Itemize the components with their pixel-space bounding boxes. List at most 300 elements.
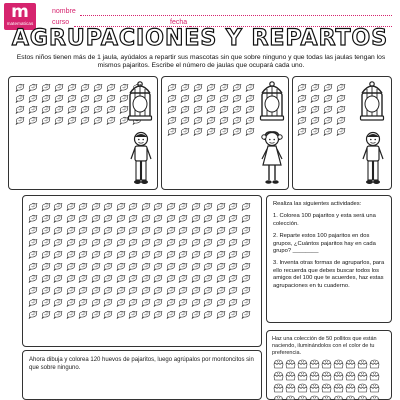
bird-icon: [206, 94, 217, 103]
bird-icon: [66, 250, 77, 259]
bird-icon: [116, 250, 127, 259]
bird-icon: [128, 202, 139, 211]
hatching-chick-icon: [333, 383, 344, 393]
girl-figure-icon: [260, 131, 284, 187]
intro-instructions: Estos niños tienen más de 1 jaula, ayúdalos a repartir sus mascotas sin que sobre ninguno y que todas las jaulas tengan los mismos pajaritos. Escribe el número de jaulas que ocupará cada uno.: [16, 54, 386, 70]
bird-icon: [80, 94, 91, 103]
bird-icon: [28, 286, 39, 295]
boy-figure-icon: [361, 131, 385, 187]
chicks-task-instructions: Haz una colección de 50 pollitos que están naciendo, iluminándolos con el color de tu preferencia.: [272, 336, 377, 356]
bird-icon: [128, 286, 139, 295]
bird-icon: [54, 83, 65, 92]
hatching-chick-icon: [297, 383, 308, 393]
hatching-chick-icon: [333, 359, 344, 369]
hatching-chick-icon: [357, 359, 368, 369]
bird-icon: [103, 286, 114, 295]
bird-icon: [166, 202, 177, 211]
bird-icon: [153, 274, 164, 283]
hatching-chick-icon: [273, 371, 284, 381]
bird-icon: [80, 83, 91, 92]
hatching-chick-icon: [309, 395, 320, 400]
hatching-chick-icon: [273, 395, 284, 400]
bird-icon: [128, 250, 139, 259]
bird-icon: [241, 214, 252, 223]
bird-icon: [53, 250, 64, 259]
bird-icon: [28, 202, 39, 211]
hatching-chick-icon: [345, 371, 356, 381]
bird-icon: [28, 274, 39, 283]
bird-icon: [166, 214, 177, 223]
bird-icon: [103, 202, 114, 211]
bird-icon: [116, 298, 127, 307]
bird-icon: [41, 105, 52, 114]
bird-icon: [219, 105, 230, 114]
bird-icon: [323, 94, 334, 103]
birdcage-icon: [359, 81, 385, 121]
hatching-chick-icon: [309, 359, 320, 369]
birdcage-icon: [127, 81, 153, 121]
bird-icon: [203, 238, 214, 247]
bird-icon: [28, 238, 39, 247]
bird-icon: [241, 226, 252, 235]
bird-icon: [128, 238, 139, 247]
bird-icon: [241, 202, 252, 211]
bird-icon: [166, 298, 177, 307]
bird-icon: [116, 238, 127, 247]
bird-icon: [78, 262, 89, 271]
activities-heading: Realiza las siguientes actividades:: [273, 201, 362, 207]
bird-icon: [228, 286, 239, 295]
bird-icon: [180, 94, 191, 103]
bird-icon: [245, 127, 256, 136]
bird-icon: [166, 310, 177, 319]
panel-eggs-task[interactable]: [22, 350, 262, 400]
panel-chicks-task: [266, 330, 392, 400]
bird-icon: [310, 116, 321, 125]
bird-icon: [103, 226, 114, 235]
bird-icon: [241, 250, 252, 259]
bird-icon: [180, 127, 191, 136]
bird-icon: [193, 116, 204, 125]
bird-icon: [153, 202, 164, 211]
bird-group-2: [167, 83, 256, 136]
bird-icon: [178, 286, 189, 295]
panel-child-1: [8, 76, 158, 190]
bird-icon: [216, 238, 227, 247]
bird-icon: [80, 116, 91, 125]
bird-icon: [41, 226, 52, 235]
bird-icon: [228, 274, 239, 283]
panel-activities: [266, 195, 392, 323]
bird-icon: [78, 286, 89, 295]
bird-icon: [203, 250, 214, 259]
bird-icon: [54, 116, 65, 125]
bird-icon: [219, 127, 230, 136]
bird-icon: [178, 202, 189, 211]
bird-icon: [28, 226, 39, 235]
bird-icon: [41, 310, 52, 319]
bird-icon: [191, 226, 202, 235]
bird-icon: [323, 116, 334, 125]
bird-icon: [203, 274, 214, 283]
bird-icon: [93, 83, 104, 92]
bird-icon: [167, 127, 178, 136]
bird-icon: [41, 298, 52, 307]
bird-icon: [78, 274, 89, 283]
bird-icon: [245, 105, 256, 114]
bird-icon: [206, 127, 217, 136]
bird-icon: [53, 202, 64, 211]
bird-icon: [178, 262, 189, 271]
bird-icon: [228, 202, 239, 211]
bird-icon: [141, 226, 152, 235]
bird-icon: [245, 116, 256, 125]
bird-icon: [228, 310, 239, 319]
bird-icon: [167, 105, 178, 114]
eggs-task-instructions: Ahora dibuja y colorea 120 huevos de pajaritos, luego agrúpalos por montoncitos sin que sobre ninguno.: [29, 357, 254, 371]
bird-icon: [103, 262, 114, 271]
hatching-chick-icon: [309, 371, 320, 381]
bird-icon: [141, 250, 152, 259]
bird-collection-100: [28, 202, 252, 319]
bird-icon: [66, 262, 77, 271]
bird-icon: [203, 262, 214, 271]
bird-icon: [191, 202, 202, 211]
bird-icon: [106, 105, 117, 114]
bird-icon: [178, 310, 189, 319]
bird-icon: [66, 274, 77, 283]
bird-icon: [191, 238, 202, 247]
bird-icon: [336, 127, 347, 136]
bird-icon: [166, 238, 177, 247]
bird-icon: [67, 83, 78, 92]
bird-icon: [228, 214, 239, 223]
bird-icon: [219, 94, 230, 103]
bird-icon: [216, 214, 227, 223]
bird-icon: [310, 83, 321, 92]
bird-icon: [116, 214, 127, 223]
bird-icon: [191, 262, 202, 271]
hatching-chick-icon: [369, 371, 380, 381]
bird-icon: [193, 105, 204, 114]
bird-icon: [191, 310, 202, 319]
bird-icon: [78, 310, 89, 319]
bird-icon: [53, 310, 64, 319]
bird-icon: [178, 298, 189, 307]
bird-icon: [310, 105, 321, 114]
bird-icon: [241, 274, 252, 283]
bird-icon: [28, 94, 39, 103]
bird-icon: [15, 116, 26, 125]
bird-icon: [141, 262, 152, 271]
bird-icon: [116, 262, 127, 271]
bird-icon: [336, 94, 347, 103]
bird-icon: [91, 310, 102, 319]
bird-icon: [153, 262, 164, 271]
bird-icon: [128, 298, 139, 307]
hatching-chick-icon: [321, 383, 332, 393]
bird-icon: [153, 214, 164, 223]
activities-list: [273, 201, 387, 295]
bird-icon: [216, 298, 227, 307]
hatching-chick-icon: [297, 395, 308, 400]
panel-child-2: [161, 76, 289, 190]
bird-icon: [91, 202, 102, 211]
bird-icon: [41, 83, 52, 92]
nombre-label: nombre: [52, 8, 76, 15]
bird-icon: [241, 286, 252, 295]
bird-icon: [219, 116, 230, 125]
bird-icon: [153, 226, 164, 235]
bird-icon: [78, 214, 89, 223]
bird-icon: [28, 262, 39, 271]
bird-icon: [297, 116, 308, 125]
bird-icon: [116, 310, 127, 319]
bird-icon: [103, 238, 114, 247]
bird-icon: [166, 226, 177, 235]
hatching-chick-icon: [285, 383, 296, 393]
bird-icon: [193, 127, 204, 136]
bird-icon: [310, 94, 321, 103]
bird-icon: [128, 262, 139, 271]
bird-icon: [78, 250, 89, 259]
bird-icon: [91, 262, 102, 271]
bird-icon: [228, 262, 239, 271]
bird-icon: [93, 94, 104, 103]
bird-icon: [206, 105, 217, 114]
bird-icon: [54, 94, 65, 103]
bird-icon: [67, 94, 78, 103]
bird-icon: [216, 274, 227, 283]
bird-icon: [106, 83, 117, 92]
bird-icon: [116, 226, 127, 235]
bird-icon: [91, 238, 102, 247]
hatching-chick-icon: [345, 395, 356, 400]
hatching-chick-icon: [357, 395, 368, 400]
bird-icon: [323, 83, 334, 92]
bird-icon: [15, 94, 26, 103]
bird-icon: [206, 83, 217, 92]
nombre-line: [80, 15, 392, 16]
bird-icon: [153, 298, 164, 307]
bird-icon: [116, 202, 127, 211]
bird-icon: [141, 286, 152, 295]
hatching-chick-icon: [321, 395, 332, 400]
bird-icon: [310, 127, 321, 136]
bird-icon: [66, 310, 77, 319]
hatching-chick-icon: [285, 395, 296, 400]
activity-item-3: 3. Inventa otras formas de agruparlos, para ello recuerda que debes buscar todos los amigos del 100 que te acuerdes, haz estas agrupaciones en tu cuaderno.: [273, 260, 385, 289]
bird-icon: [178, 226, 189, 235]
boy-figure-icon: [129, 131, 153, 187]
bird-icon: [241, 310, 252, 319]
bird-icon: [78, 202, 89, 211]
bird-icon: [41, 202, 52, 211]
bird-icon: [128, 274, 139, 283]
bird-icon: [41, 238, 52, 247]
bird-icon: [28, 83, 39, 92]
bird-icon: [245, 94, 256, 103]
bird-icon: [53, 274, 64, 283]
bird-icon: [180, 83, 191, 92]
hatching-chick-icon: [357, 383, 368, 393]
curso-label: curso: [52, 19, 70, 26]
bird-icon: [41, 214, 52, 223]
bird-icon: [41, 262, 52, 271]
bird-icon: [66, 226, 77, 235]
bird-icon: [153, 310, 164, 319]
bird-icon: [167, 94, 178, 103]
bird-icon: [103, 310, 114, 319]
bird-icon: [336, 116, 347, 125]
bird-icon: [103, 274, 114, 283]
bird-group-1: [15, 83, 143, 125]
page-title: AGRUPACIONES Y REPARTOS: [11, 26, 389, 51]
bird-icon: [53, 226, 64, 235]
bird-icon: [78, 298, 89, 307]
hatching-chick-icon: [309, 383, 320, 393]
bird-icon: [53, 238, 64, 247]
bird-icon: [41, 250, 52, 259]
bird-icon: [193, 83, 204, 92]
bird-icon: [53, 286, 64, 295]
bird-icon: [216, 226, 227, 235]
hatching-chick-icon: [285, 371, 296, 381]
bird-icon: [103, 298, 114, 307]
bird-icon: [241, 298, 252, 307]
bird-icon: [228, 298, 239, 307]
logo-word: matematicas: [6, 21, 34, 26]
hatching-chick-icon: [333, 395, 344, 400]
bird-icon: [93, 116, 104, 125]
bird-icon: [53, 298, 64, 307]
bird-icon: [232, 83, 243, 92]
bird-icon: [232, 116, 243, 125]
bird-icon: [178, 214, 189, 223]
bird-group-3: [297, 83, 347, 136]
bird-icon: [67, 116, 78, 125]
hatching-chick-icon: [369, 359, 380, 369]
bird-icon: [216, 250, 227, 259]
bird-icon: [206, 116, 217, 125]
hatching-chick-icon: [369, 383, 380, 393]
activity-item-1: 1. Colorea 100 pajaritos y esta será una colección.: [273, 213, 376, 227]
bird-icon: [141, 298, 152, 307]
bird-icon: [15, 83, 26, 92]
hatching-chick-icon: [285, 359, 296, 369]
bird-icon: [203, 298, 214, 307]
bird-icon: [166, 274, 177, 283]
bird-icon: [28, 310, 39, 319]
bird-icon: [203, 202, 214, 211]
bird-icon: [41, 116, 52, 125]
hatching-chick-icon: [333, 371, 344, 381]
bird-icon: [191, 298, 202, 307]
bird-icon: [53, 214, 64, 223]
bird-icon: [28, 214, 39, 223]
bird-icon: [232, 94, 243, 103]
bird-icon: [91, 298, 102, 307]
hatching-chick-icon: [273, 383, 284, 393]
hatching-chick-icon: [297, 371, 308, 381]
bird-icon: [193, 94, 204, 103]
bird-icon: [323, 127, 334, 136]
bird-icon: [91, 214, 102, 223]
bird-icon: [219, 83, 230, 92]
bird-icon: [53, 262, 64, 271]
bird-icon: [103, 250, 114, 259]
bird-icon: [28, 105, 39, 114]
bird-icon: [228, 238, 239, 247]
bird-icon: [116, 286, 127, 295]
bird-icon: [116, 274, 127, 283]
bird-icon: [191, 274, 202, 283]
bird-icon: [80, 105, 91, 114]
hatching-chick-icon: [273, 359, 284, 369]
bird-icon: [180, 116, 191, 125]
bird-icon: [191, 286, 202, 295]
nombre-field[interactable]: [52, 7, 392, 17]
bird-icon: [216, 286, 227, 295]
bird-icon: [336, 105, 347, 114]
logo-letter: m: [11, 2, 29, 22]
hatching-chick-icon: [297, 359, 308, 369]
bird-icon: [178, 250, 189, 259]
panel-hundred-birds: [22, 195, 262, 347]
hatching-chick-icon: [345, 359, 356, 369]
hatching-chick-icon: [345, 383, 356, 393]
bird-icon: [323, 105, 334, 114]
bird-icon: [66, 202, 77, 211]
bird-icon: [28, 250, 39, 259]
bird-icon: [245, 83, 256, 92]
bird-icon: [153, 286, 164, 295]
bird-icon: [191, 214, 202, 223]
bird-icon: [336, 83, 347, 92]
bird-icon: [67, 105, 78, 114]
bird-icon: [128, 214, 139, 223]
bird-icon: [66, 298, 77, 307]
hatching-chick-icon: [369, 395, 380, 400]
hatching-chick-icon: [357, 371, 368, 381]
hatching-chick-icon: [321, 371, 332, 381]
bird-icon: [297, 83, 308, 92]
bird-icon: [228, 226, 239, 235]
bird-icon: [141, 214, 152, 223]
bird-icon: [203, 214, 214, 223]
bird-icon: [232, 105, 243, 114]
bird-icon: [228, 250, 239, 259]
bird-icon: [141, 238, 152, 247]
bird-icon: [167, 116, 178, 125]
bird-icon: [216, 202, 227, 211]
bird-icon: [153, 238, 164, 247]
bird-icon: [203, 310, 214, 319]
bird-icon: [232, 127, 243, 136]
bird-icon: [91, 250, 102, 259]
bird-icon: [178, 238, 189, 247]
bird-icon: [93, 105, 104, 114]
bird-icon: [191, 250, 202, 259]
bird-icon: [128, 310, 139, 319]
bird-icon: [297, 105, 308, 114]
bird-icon: [216, 262, 227, 271]
bird-icon: [66, 238, 77, 247]
bird-icon: [106, 94, 117, 103]
bird-icon: [153, 250, 164, 259]
bird-icon: [128, 226, 139, 235]
bird-icon: [91, 226, 102, 235]
